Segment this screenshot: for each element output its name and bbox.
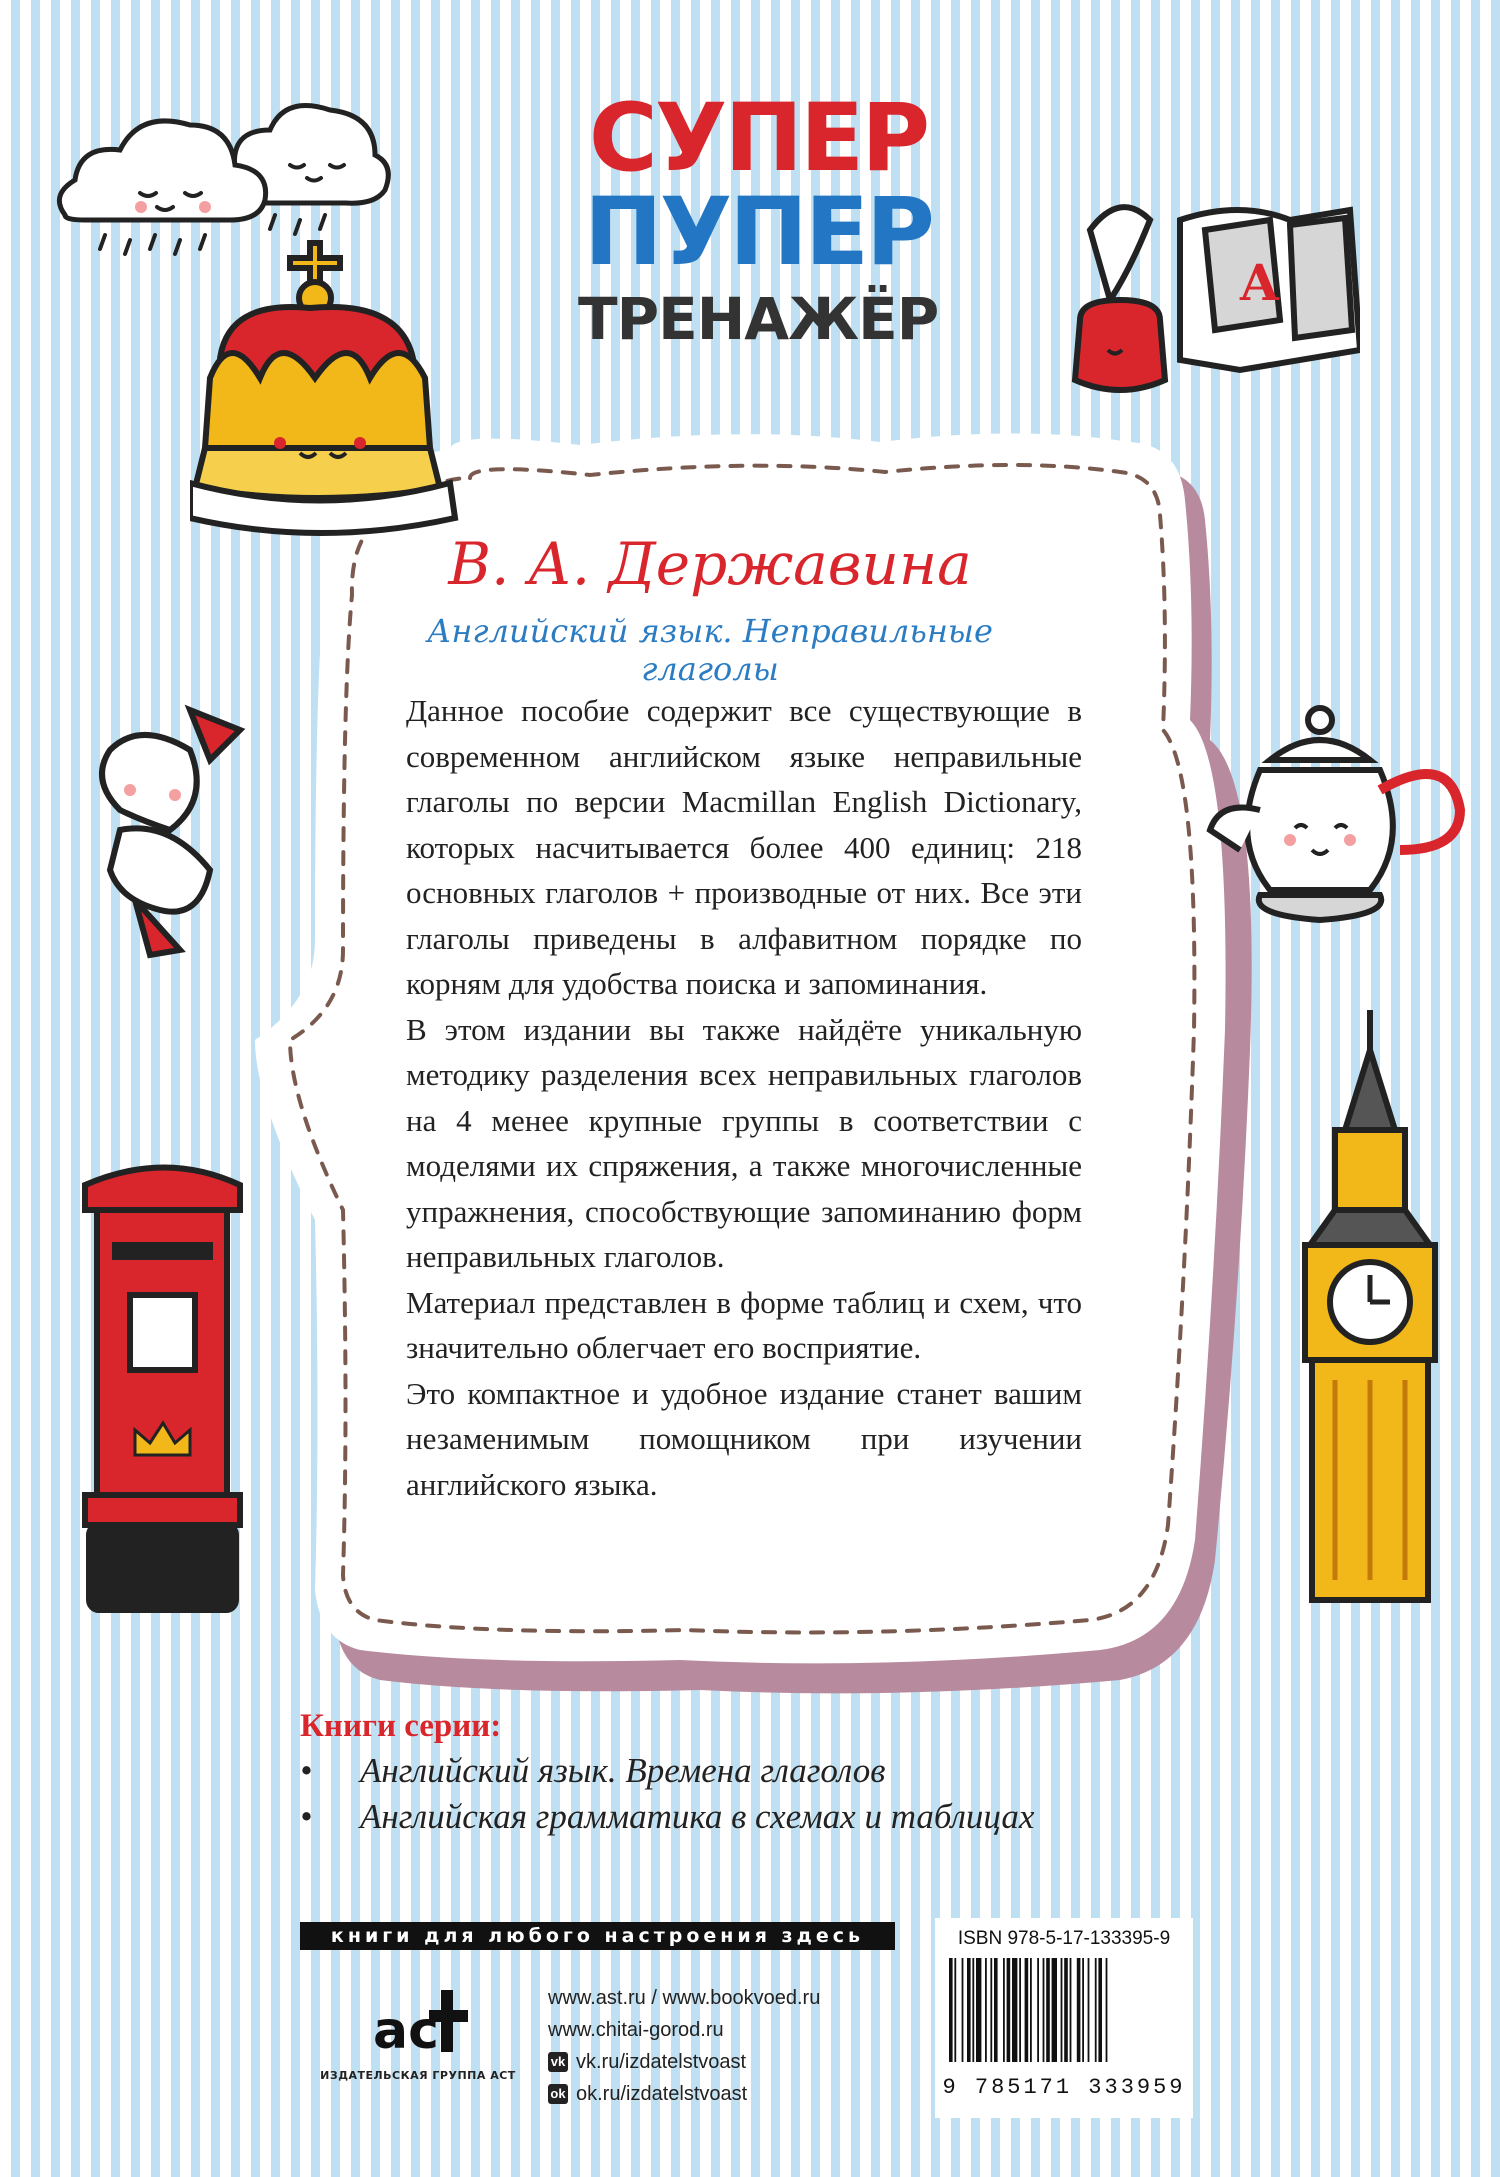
svg-text:ас: ас	[373, 2001, 439, 2060]
series-heading: Книги серии:	[300, 1708, 502, 1744]
barcode-bar	[1046, 1958, 1050, 2062]
author-name: В. А. Державина	[448, 530, 972, 598]
barcode-bar	[1019, 1958, 1021, 2062]
description-paragraph: Это компактное и удобное издание станет вашим незаменимым помощником при изучении английского языка.	[406, 1375, 1082, 1502]
series-item-title: Английский язык. Времена глаголов	[360, 1751, 886, 1790]
description-paragraph: В этом издании вы также найдёте уникальную методику разделения всех неправильных глаголов на 4 менее крупные группы в соответствии с моделями их спряжения, а также многочисленные упражнения, способствующие запоминанию форм неправильных глаголов.	[406, 1011, 1082, 1274]
barcode-bar	[1007, 1958, 1011, 2062]
ast-logo-icon	[363, 1980, 473, 2060]
clouds-icon	[45, 75, 405, 265]
barcode-bar	[972, 1958, 974, 2062]
link-row[interactable]	[548, 2078, 820, 2110]
series-item	[300, 1797, 1200, 1837]
barcode-bar	[962, 1958, 964, 2062]
publisher-name: ИЗДАТЕЛЬСКАЯ ГРУППА АСТ	[320, 2069, 516, 2082]
barcode-bar	[1082, 1958, 1084, 2062]
vk-icon: vk	[548, 2052, 568, 2072]
svg-text:A: A	[1240, 253, 1279, 312]
barcode-bar	[1037, 1958, 1039, 2062]
link-row[interactable]	[548, 2014, 820, 2046]
barcode-bar	[1088, 1958, 1090, 2062]
scroll-icon	[80, 700, 250, 960]
series-item	[300, 1751, 1200, 1791]
big-ben-icon	[1290, 1010, 1450, 1610]
series-item-title: Английская грамматика в схемах и таблицах	[360, 1797, 1035, 1836]
barcode-bar	[954, 1958, 956, 2062]
link-text[interactable]: ok.ru/izdatelstvoast	[576, 2083, 748, 2105]
series-list	[300, 1708, 1200, 1837]
barcode-number: 9 785171 333959	[942, 2075, 1186, 2100]
barcode-bar	[990, 1958, 992, 2062]
book-description	[406, 688, 1082, 1507]
book-subtitle: Английский язык. Неправильные глаголы	[427, 612, 993, 688]
publisher-tagline: книги для любого настроения здесь	[300, 1922, 895, 1950]
book-icon	[1060, 190, 1360, 410]
barcode-bar	[1070, 1958, 1072, 2062]
barcode-bar	[1012, 1958, 1017, 2062]
barcode-bar	[1003, 1958, 1005, 2062]
barcode-bar	[985, 1958, 987, 2062]
bullet-icon: •	[300, 1797, 313, 1836]
barcode-bar	[949, 1958, 953, 2062]
brand-line-2: ПУПЕР	[584, 178, 932, 287]
description-paragraph: Данное пособие содержит все существующие в современном английском языке неправильные глаголы по версии Macmillan English Dictionary, которых насчитывается более 400 единиц: 218 основных глаголов + производные от них. Все эти глаголы приведены в алфавитном порядке по корням для удобства поиска и запоминания.	[406, 693, 1082, 1001]
link-text[interactable]: www.chitai-gorod.ru	[548, 2019, 724, 2041]
barcode-bar	[1030, 1958, 1032, 2062]
bullet-icon: •	[300, 1751, 313, 1790]
series-logo	[578, 84, 939, 353]
description-paragraph: Материал представлен в форме таблиц и схем, что значительно облегчает его восприятие.	[406, 1284, 1082, 1365]
barcode-bar	[1095, 1958, 1097, 2062]
postbox-icon	[75, 1155, 250, 1620]
publisher-links	[548, 1982, 820, 2110]
barcode-bar	[994, 1958, 998, 2062]
barcode-bar	[1025, 1958, 1029, 2062]
barcode-bar	[967, 1958, 971, 2062]
barcode-bar	[1061, 1958, 1063, 2062]
brand-line-1: СУПЕР	[588, 84, 928, 193]
barcode-bar	[976, 1958, 981, 2062]
barcode-icon	[935, 1950, 1193, 2070]
ok-icon: ok	[548, 2084, 568, 2104]
barcode-bar	[1052, 1958, 1057, 2062]
barcode-block	[935, 1918, 1193, 2118]
crown-icon	[190, 238, 470, 538]
link-row[interactable]	[548, 2046, 820, 2078]
link-text[interactable]: vk.ru/izdatelstvoast	[576, 2051, 747, 2073]
barcode-bar	[1043, 1958, 1045, 2062]
teapot-icon	[1200, 690, 1470, 930]
publisher-block	[318, 1980, 518, 2082]
brand-line-3: ТРЕНАЖЁР	[578, 285, 939, 353]
barcode-bar	[1106, 1958, 1108, 2062]
link-text[interactable]: www.ast.ru / www.bookvoed.ru	[548, 1987, 821, 2009]
isbn-label: ISBN 978-5-17-133395-9	[957, 1928, 1171, 1949]
barcode-bar	[1077, 1958, 1081, 2062]
link-row[interactable]	[548, 1982, 820, 2014]
barcode-bar	[1098, 1958, 1102, 2062]
barcode-bar	[1064, 1958, 1068, 2062]
